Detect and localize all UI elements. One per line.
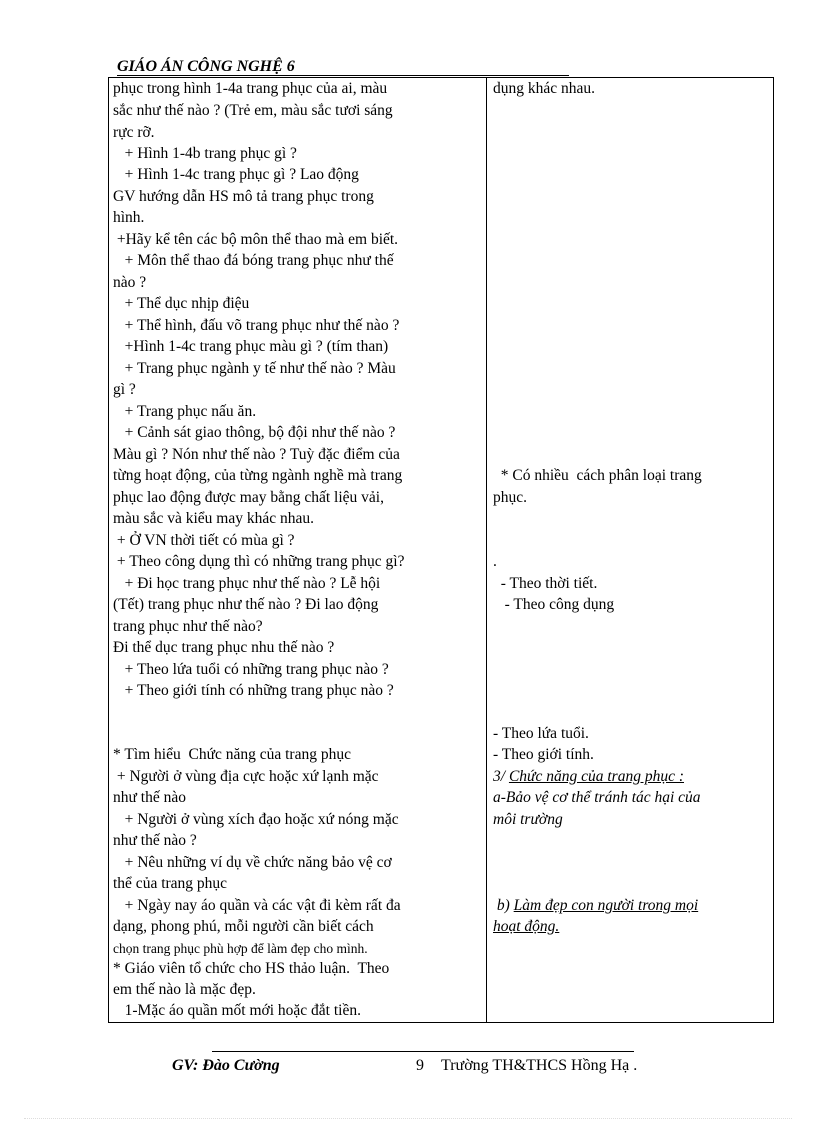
left-line: + Người ở vùng xích đạo hoặc xứ nóng mặc	[113, 811, 399, 828]
left-line: dạng, phong phú, mỗi người cần biết cách	[113, 918, 374, 935]
left-line: phục trong hình 1-4a trang phục của ai, màu	[113, 80, 388, 97]
left-line: GV hướng dẫn HS mô tả trang phục trong	[113, 188, 374, 205]
left-line: sắc như thế nào ? (Trẻ em, màu sắc tươi sáng	[113, 102, 393, 119]
left-line: + Theo công dụng thì có những trang phục gì?	[113, 553, 405, 570]
left-line: +Hãy kể tên các bộ môn thể thao mà em biết.	[113, 231, 399, 248]
left-line: nào ?	[113, 274, 147, 291]
right-line: hoạt động.	[493, 918, 560, 935]
right-line: - Theo công dụng	[493, 596, 615, 613]
left-line: + Ngày nay áo quần và các vật đi kèm rất đa	[113, 897, 401, 914]
section-heading-beauty: b) Làm đẹp con người trong mọi	[493, 897, 699, 914]
left-line: Màu gì ? Nón như thế nào ? Tuỳ đặc điểm của	[113, 446, 400, 463]
left-line: + Môn thể thao đá bóng trang phục như thế	[113, 252, 394, 269]
left-line: * Tìm hiểu Chức năng của trang phục	[113, 746, 351, 763]
right-line: - Theo lứa tuổi.	[493, 725, 589, 742]
section-heading-function: 3/ Chức năng của trang phục :	[493, 768, 684, 785]
left-line: hình.	[113, 209, 145, 226]
left-line: + Trang phục nấu ăn.	[113, 403, 257, 420]
left-line: phục lao động được may bằng chất liệu vải,	[113, 489, 384, 506]
left-line: (Tết) trang phục như thế nào ? Đi lao động	[113, 596, 379, 613]
right-line: - Theo giới tính.	[493, 746, 594, 763]
left-line: + Thể hình, đấu võ trang phục như thế nào ?	[113, 317, 400, 334]
header-underline	[117, 75, 569, 76]
left-line: + Ở VN thời tiết có mùa gì ?	[113, 532, 295, 549]
left-line: thể của trang phục	[113, 875, 228, 892]
left-line: trang phục như thế nào?	[113, 618, 263, 635]
left-line: em thế nào là mặc đẹp.	[113, 981, 256, 998]
left-line: +Hình 1-4c trang phục màu gì ? (tím than)	[113, 338, 389, 355]
page-bottom-border	[24, 1118, 792, 1119]
left-line: + Đi học trang phục như thế nào ? Lễ hội	[113, 575, 381, 592]
left-line: + Cảnh sát giao thông, bộ đội như thế nào ?	[113, 424, 396, 441]
column-divider	[486, 77, 487, 1023]
left-line: chọn trang phục phù hợp để làm đẹp cho mình.	[113, 941, 368, 956]
left-line: Đi thể dục trang phục nhu thế nào ?	[113, 639, 335, 656]
left-line: + Theo lứa tuổi có những trang phục nào ?	[113, 661, 389, 678]
left-line: như thế nào	[113, 789, 186, 806]
left-line: gì ?	[113, 381, 136, 398]
right-line: .	[493, 553, 497, 570]
right-line: phục.	[493, 489, 528, 506]
left-line: từng hoạt động, của từng ngành nghề mà trang	[113, 467, 403, 484]
left-line: + Trang phục ngành y tế như thế nào ? Màu	[113, 360, 396, 377]
left-line: + Người ở vùng địa cực hoặc xứ lạnh mặc	[113, 768, 379, 785]
left-line: * Giáo viên tổ chức cho HS thảo luận. Theo	[113, 960, 390, 977]
right-line: a-Bảo vệ cơ thể tránh tác hại của	[493, 789, 701, 806]
left-line: + Thể dục nhịp điệu	[113, 295, 250, 312]
right-line: dụng khác nhau.	[493, 80, 596, 97]
right-line: * Có nhiều cách phân loại trang	[493, 467, 702, 484]
page-number: 9	[416, 1057, 424, 1074]
left-line: như thế nào ?	[113, 832, 197, 849]
left-line: + Nêu những ví dụ về chức năng bảo vệ cơ	[113, 854, 392, 871]
footer-teacher: GV: Đào Cường	[172, 1057, 280, 1074]
left-line: 1-Mặc áo quần mốt mới hoặc đắt tiền.	[113, 1002, 361, 1019]
header-title: GIÁO ÁN CÔNG NGHỆ 6	[117, 58, 295, 75]
right-line: - Theo thời tiết.	[493, 575, 598, 592]
left-line: + Hình 1-4b trang phục gì ?	[113, 145, 297, 162]
footer-rule	[212, 1051, 634, 1052]
left-line: màu sắc và kiểu may khác nhau.	[113, 510, 314, 527]
left-line: rực rỡ.	[113, 124, 155, 141]
left-line: + Hình 1-4c trang phục gì ? Lao động	[113, 166, 359, 183]
left-line: + Theo giới tính có những trang phục nào ?	[113, 682, 394, 699]
right-line: môi trường	[493, 811, 563, 828]
footer-school: Trường TH&THCS Hồng Hạ .	[441, 1057, 638, 1074]
